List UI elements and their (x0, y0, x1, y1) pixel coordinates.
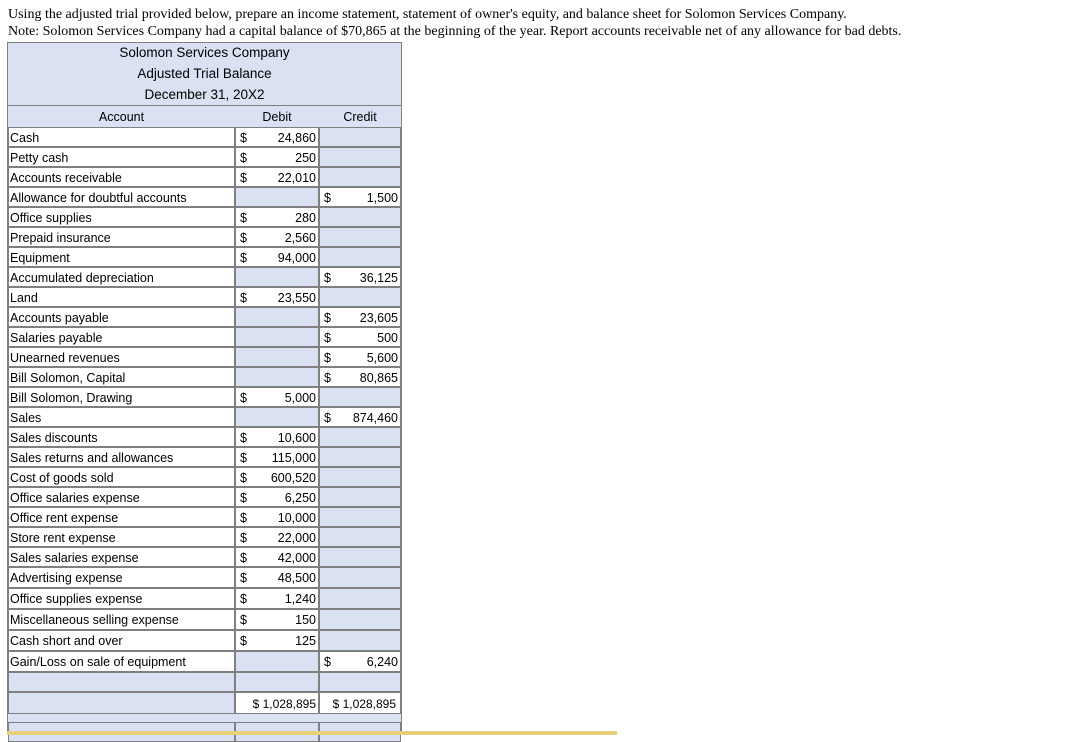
credit-empty-cell (319, 167, 401, 187)
debit-amount: 22,010 (277, 171, 316, 185)
credit-amount: 36,125 (359, 271, 398, 285)
column-header-debit: Debit (262, 110, 292, 124)
debit-amount: 2,560 (284, 231, 316, 245)
account-name: Office supplies expense (8, 588, 235, 609)
table-row (8, 507, 401, 527)
instructions-line-1: Using the adjusted trial provided below, prepare an income statement, statement of owner's equity, and balance sheet for Solomon Services Company. (8, 7, 847, 22)
account-name: Cost of goods sold (8, 467, 235, 487)
currency-symbol: $ (240, 431, 247, 445)
debit-amount: 23,550 (277, 291, 316, 305)
account-name: Sales (8, 407, 235, 427)
table-row (8, 527, 401, 547)
account-name: Bill Solomon, Drawing (8, 387, 235, 407)
table-row (8, 567, 401, 588)
currency-symbol: $ (240, 231, 247, 245)
debit-cell (235, 167, 319, 187)
credit-empty-cell (319, 207, 401, 227)
currency-symbol: $ (324, 655, 331, 669)
credit-cell (319, 347, 401, 367)
column-header-credit: Credit (343, 110, 377, 124)
credit-empty-cell (319, 447, 401, 467)
table-row (8, 207, 401, 227)
credit-empty-cell (319, 527, 401, 547)
adjusted-trial-balance-table (7, 42, 402, 732)
debit-cell (235, 447, 319, 467)
currency-symbol: $ (240, 131, 247, 145)
credit-amount: 5,600 (366, 351, 398, 365)
credit-empty-cell (319, 147, 401, 167)
currency-symbol: $ (324, 331, 331, 345)
debit-empty-cell (235, 187, 319, 207)
account-name: Petty cash (8, 147, 235, 167)
account-name: Equipment (8, 247, 235, 267)
bottom-bar (7, 731, 617, 735)
credit-empty-cell (319, 227, 401, 247)
blank-cell (235, 672, 319, 692)
statement-title: Adjusted Trial Balance (137, 66, 272, 81)
account-name: Office rent expense (8, 507, 235, 527)
total-debit: $ 1,028,895 (235, 692, 319, 714)
table-row (8, 427, 401, 447)
statement-date: December 31, 20X2 (144, 87, 265, 102)
credit-empty-cell (319, 127, 401, 147)
debit-cell (235, 487, 319, 507)
table-row (8, 588, 401, 609)
debit-empty-cell (235, 651, 319, 672)
credit-amount: 23,605 (359, 311, 398, 325)
column-header-account: Account (98, 110, 145, 124)
account-name: Bill Solomon, Capital (8, 367, 235, 387)
table-row (8, 267, 401, 287)
credit-empty-cell (319, 547, 401, 567)
blank-cell (319, 672, 401, 692)
credit-amount: 874,460 (352, 411, 398, 425)
debit-empty-cell (235, 407, 319, 427)
credit-cell (319, 267, 401, 287)
account-name: Unearned revenues (8, 347, 235, 367)
currency-symbol: $ (240, 613, 247, 627)
debit-amount: 94,000 (277, 251, 316, 265)
currency-symbol: $ (240, 151, 247, 165)
totals-row (8, 692, 401, 714)
table-row (8, 487, 401, 507)
account-name: Cash short and over (8, 630, 235, 651)
account-name: Gain/Loss on sale of equipment (8, 651, 235, 672)
debit-amount: 125 (295, 634, 316, 648)
account-name: Accounts payable (8, 307, 235, 327)
debit-amount: 150 (295, 613, 316, 627)
account-name: Sales discounts (8, 427, 235, 447)
company-name: Solomon Services Company (119, 45, 290, 60)
debit-cell (235, 527, 319, 547)
debit-amount: 24,860 (277, 131, 316, 145)
table-row (8, 347, 401, 367)
credit-amount: 80,865 (359, 371, 398, 385)
credit-empty-cell (319, 588, 401, 609)
table-row (8, 609, 401, 630)
account-name: Allowance for doubtful accounts (8, 187, 235, 207)
currency-symbol: $ (324, 271, 331, 285)
credit-amount: 1,500 (366, 191, 398, 205)
debit-cell (235, 127, 319, 147)
debit-amount: 115,000 (271, 451, 316, 465)
table-row (8, 547, 401, 567)
credit-empty-cell (319, 609, 401, 630)
currency-symbol: $ (240, 471, 247, 485)
blank-row (8, 672, 401, 692)
currency-symbol: $ (240, 551, 247, 565)
table-row (8, 127, 401, 147)
debit-cell (235, 547, 319, 567)
currency-symbol: $ (240, 634, 247, 648)
table-row (8, 407, 401, 427)
currency-symbol: $ (324, 311, 331, 325)
currency-symbol: $ (324, 191, 331, 205)
credit-cell (319, 651, 401, 672)
debit-amount: 6,250 (284, 491, 316, 505)
table-row (8, 287, 401, 307)
debit-cell (235, 630, 319, 651)
credit-cell (319, 307, 401, 327)
credit-empty-cell (319, 467, 401, 487)
account-name: Accumulated depreciation (8, 267, 235, 287)
table-row (8, 367, 401, 387)
credit-empty-cell (319, 630, 401, 651)
table-row (8, 651, 401, 672)
debit-empty-cell (235, 307, 319, 327)
instructions (8, 6, 901, 40)
table-row (8, 630, 401, 651)
currency-symbol: $ (240, 531, 247, 545)
totals-label-cell (8, 692, 235, 714)
table-row (8, 467, 401, 487)
debit-amount: 1,240 (284, 592, 316, 606)
credit-empty-cell (319, 427, 401, 447)
account-name: Miscellaneous selling expense (8, 609, 235, 630)
credit-cell (319, 407, 401, 427)
credit-empty-cell (319, 247, 401, 267)
debit-cell (235, 609, 319, 630)
currency-symbol: $ (324, 371, 331, 385)
debit-empty-cell (235, 367, 319, 387)
account-name: Office supplies (8, 207, 235, 227)
debit-amount: 10,600 (277, 431, 316, 445)
credit-empty-cell (319, 507, 401, 527)
account-name: Sales returns and allowances (8, 447, 235, 467)
currency-symbol: $ (240, 391, 247, 405)
debit-cell (235, 467, 319, 487)
account-name: Advertising expense (8, 567, 235, 588)
debit-cell (235, 247, 319, 267)
debit-cell (235, 588, 319, 609)
account-name: Accounts receivable (8, 167, 235, 187)
credit-empty-cell (319, 487, 401, 507)
currency-symbol: $ (240, 491, 247, 505)
table-row (8, 247, 401, 267)
debit-cell (235, 507, 319, 527)
credit-empty-cell (319, 287, 401, 307)
debit-amount: 280 (295, 211, 316, 225)
table-row (8, 227, 401, 247)
account-name: Office salaries expense (8, 487, 235, 507)
table-row (8, 307, 401, 327)
blank-cell (8, 672, 235, 692)
debit-amount: 48,500 (277, 571, 316, 585)
debit-amount: 600,520 (270, 471, 316, 485)
table-row (8, 167, 401, 187)
instructions-line-2: Note: Solomon Services Company had a capital balance of $70,865 at the beginning of the year. Report accounts receivable net of any allowance for bad debts. (8, 24, 902, 39)
currency-symbol: $ (324, 351, 331, 365)
table-row (8, 387, 401, 407)
debit-amount: 42,000 (277, 551, 316, 565)
debit-empty-cell (235, 327, 319, 347)
debit-cell (235, 387, 319, 407)
currency-symbol: $ (240, 211, 247, 225)
currency-symbol: $ (240, 511, 247, 525)
debit-cell (235, 427, 319, 447)
total-credit: $ 1,028,895 (319, 692, 401, 714)
account-name: Cash (8, 127, 235, 147)
table-row (8, 327, 401, 347)
debit-amount: 250 (295, 151, 316, 165)
account-name: Sales salaries expense (8, 547, 235, 567)
debit-cell (235, 207, 319, 227)
account-name: Store rent expense (8, 527, 235, 547)
credit-amount: 500 (377, 331, 398, 345)
debit-cell (235, 287, 319, 307)
currency-symbol: $ (240, 451, 247, 465)
debit-cell (235, 147, 319, 167)
debit-amount: 10,000 (277, 511, 316, 525)
header-divider (8, 105, 401, 106)
currency-symbol: $ (240, 291, 247, 305)
debit-empty-cell (235, 267, 319, 287)
currency-symbol: $ (240, 571, 247, 585)
account-name: Salaries payable (8, 327, 235, 347)
debit-amount: 22,000 (277, 531, 316, 545)
debit-empty-cell (235, 347, 319, 367)
debit-cell (235, 567, 319, 588)
table-row (8, 187, 401, 207)
credit-empty-cell (319, 567, 401, 588)
credit-cell (319, 327, 401, 347)
credit-amount: 6,240 (366, 655, 398, 669)
credit-cell (319, 187, 401, 207)
table-row (8, 447, 401, 467)
table-row (8, 147, 401, 167)
currency-symbol: $ (240, 592, 247, 606)
currency-symbol: $ (324, 411, 331, 425)
debit-cell (235, 227, 319, 247)
account-name: Prepaid insurance (8, 227, 235, 247)
debit-amount: 5,000 (284, 391, 316, 405)
credit-cell (319, 367, 401, 387)
currency-symbol: $ (240, 251, 247, 265)
currency-symbol: $ (240, 171, 247, 185)
account-name: Land (8, 287, 235, 307)
credit-empty-cell (319, 387, 401, 407)
